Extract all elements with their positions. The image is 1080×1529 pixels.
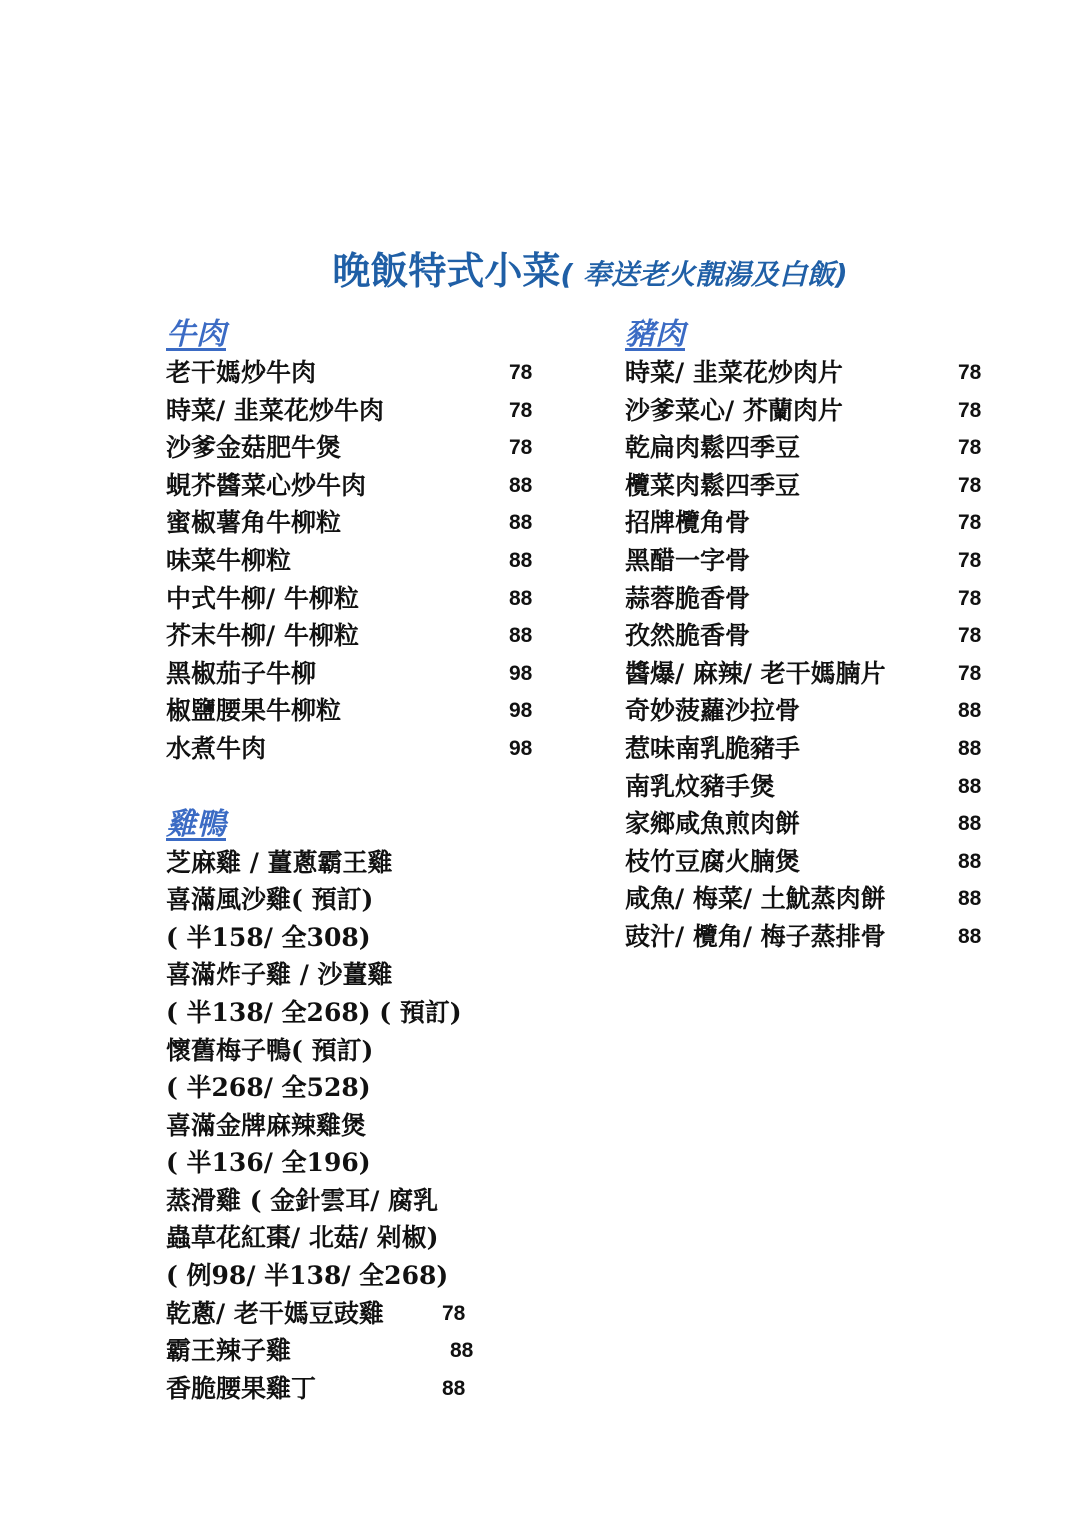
left-column [166,316,546,1407]
item-name: ( 半136/ 全196) [166,1148,371,1178]
item-price: 78 [958,511,982,535]
menu-item [166,655,546,693]
item-name: 蜆芥醬菜心炒牛肉 [166,470,367,500]
item-price: 88 [509,511,533,535]
item-name: 老干媽炒牛肉 [166,358,317,387]
item-name: 中式牛柳/ 牛柳粒 [166,583,359,613]
menu-line [166,956,546,994]
item-name: 欖菜肉鬆四季豆 [625,470,801,500]
menu-item [166,504,546,542]
menu-item [625,542,995,580]
item-name: 霸王辣子雞 [166,1336,292,1366]
right-column [625,316,995,956]
menu-item [625,504,995,542]
item-name: ( 半158/ 全308) [166,922,371,952]
menu-item [166,467,546,505]
menu-line [166,1032,546,1070]
item-name: 椒鹽腰果牛柳粒 [166,696,342,726]
item-name: 惹味南乳脆豬手 [625,733,801,763]
menu-item [625,805,995,843]
item-name: 香脆腰果雞丁 [166,1373,317,1403]
menu-item [166,1295,546,1333]
item-price: 78 [958,398,982,422]
menu-item [166,730,546,768]
menu-item [166,429,546,467]
beef-heading: 牛肉 [166,317,226,352]
item-price: 88 [509,548,533,572]
menu-line [166,919,546,957]
item-name: 蜜椒薯角牛柳粒 [166,508,342,538]
item-name: 蒜蓉脆香骨 [625,583,751,613]
menu-line [166,994,546,1032]
menu-item [166,542,546,580]
menu-title-main: 晚飯特式小菜 [332,248,561,293]
item-price: 88 [958,812,982,836]
item-name: 芥末牛柳/ 牛柳粒 [166,621,359,651]
item-name: 乾扁肉鬆四季豆 [625,433,801,463]
item-price: 88 [958,849,982,873]
menu-item [625,467,995,505]
item-name: ( 半138/ 全268) ( 預訂) [166,997,462,1027]
item-name: 懷舊梅子鴨( 預訂) [166,1035,374,1065]
item-price: 78 [442,1301,466,1325]
menu-item [625,843,995,881]
item-name: 芝麻雞 / 薑蔥霸王雞 [166,847,393,877]
menu-line [166,844,546,882]
menu-item [625,580,995,618]
menu-item [625,768,995,806]
item-price: 88 [958,887,982,911]
item-name: 喜滿風沙雞( 預訂) [166,885,374,915]
item-name: 枝竹豆腐火腩煲 [625,846,801,876]
menu-title-subtitle: ( 奉送老火靚湯及白飯) [560,258,848,291]
menu-title [0,240,1080,295]
item-name: 沙爹菜心/ 芥蘭肉片 [625,395,843,425]
item-price: 78 [958,548,982,572]
item-price: 88 [450,1339,474,1363]
item-price: 78 [509,361,533,384]
menu-line [166,1107,546,1145]
menu-item [625,655,995,693]
item-name: 味菜牛柳粒 [166,545,292,575]
item-price: 88 [958,924,982,948]
item-price: 88 [958,699,982,723]
menu-item [625,617,995,655]
item-name: 奇妙菠蘿沙拉骨 [625,696,801,726]
item-price: 78 [509,398,533,422]
item-price: 78 [958,624,982,648]
item-price: 98 [509,661,533,685]
item-name: 孜然脆香骨 [625,621,751,651]
menu-item [625,429,995,467]
item-name: 蟲草花紅棗/ 北菇/ 剁椒) [166,1223,439,1253]
menu-line [166,1069,546,1107]
item-name: 蒸滑雞 ( 金針雲耳/ 腐乳 [166,1185,439,1215]
item-price: 88 [958,736,982,760]
item-price: 78 [958,436,982,460]
menu-item [166,1370,546,1408]
item-name: 時菜/ 韭菜花炒肉片 [625,358,843,387]
menu-item [166,617,546,655]
beef-section [166,316,546,768]
item-name: ( 例98/ 半138/ 全268) [166,1261,449,1291]
menu-item [625,692,995,730]
item-price: 78 [958,361,982,384]
item-price: 88 [509,473,533,497]
item-price: 88 [509,586,533,610]
menu-line [166,1257,546,1295]
item-name: 喜滿金牌麻辣雞煲 [166,1110,367,1140]
item-name: 咸魚/ 梅菜/ 土魷蒸肉餅 [625,884,886,914]
poultry-section [166,806,546,1408]
menu-item [166,692,546,730]
item-name: 乾蔥/ 老干媽豆豉雞 [166,1298,384,1328]
menu-item [166,1332,546,1370]
item-name: 黑椒茄子牛柳 [166,658,317,688]
menu-item [625,918,995,956]
item-name: 沙爹金菇肥牛煲 [166,433,342,463]
menu-item [166,580,546,618]
item-price: 88 [509,624,533,648]
item-name: 招牌欖角骨 [625,508,751,538]
item-name: 水煮牛肉 [166,733,267,763]
item-price: 88 [442,1376,466,1400]
pork-section [625,316,995,956]
item-name: 喜滿炸子雞 / 沙薑雞 [166,960,393,990]
pork-heading: 豬肉 [625,317,685,352]
item-name: ( 半268/ 全528) [166,1073,371,1103]
item-name: 時菜/ 韭菜花炒牛肉 [166,395,384,425]
menu-item [166,392,546,430]
menu-item [625,354,995,392]
item-name: 豉汁/ 欖角/ 梅子蒸排骨 [625,921,886,951]
item-price: 78 [958,473,982,497]
item-price: 78 [958,586,982,610]
item-price: 78 [509,436,533,460]
item-price: 88 [958,774,982,798]
item-price: 98 [509,699,533,723]
menu-item [625,880,995,918]
menu-item [625,730,995,768]
item-price: 78 [958,661,982,685]
menu-line [166,1219,546,1257]
menu-item [625,392,995,430]
item-name: 家鄉咸魚煎肉餅 [625,809,801,839]
menu-line [166,1182,546,1220]
menu-line [166,1144,546,1182]
item-name: 南乳炆豬手煲 [625,771,776,801]
item-name: 黑醋一字骨 [625,545,751,575]
poultry-heading: 雞鴨 [166,806,226,842]
menu-line [166,881,546,919]
item-name: 醬爆/ 麻辣/ 老干媽腩片 [625,658,886,688]
menu-item [166,354,546,392]
item-price: 98 [509,736,533,760]
